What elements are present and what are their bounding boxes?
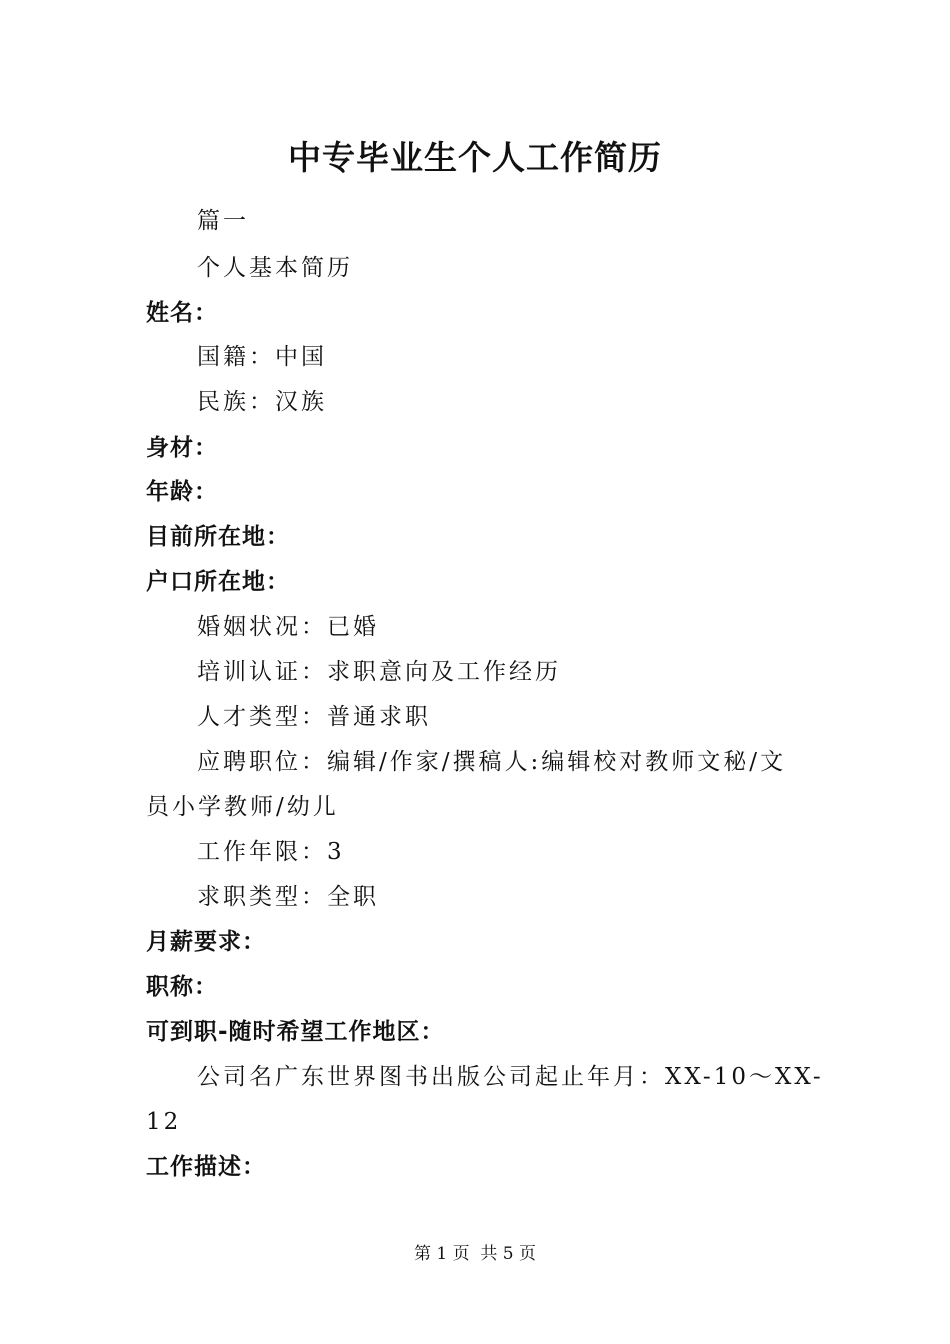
field-ethnicity: 民族：汉族: [197, 389, 327, 415]
page-number: 第 1 页 共 5 页: [413, 1244, 537, 1264]
field-job-type: 求职类型：全职: [197, 884, 379, 910]
field-position: 应聘职位：编辑/作家/撰稿人:编辑校对教师文秘/文: [197, 749, 786, 775]
field-nationality: 国籍：中国: [197, 344, 327, 370]
field-name: 姓名：: [146, 300, 218, 326]
field-talent-type: 人才类型：普通求职: [197, 704, 431, 730]
page-footer: [0, 1242, 950, 1266]
field-hukou-location: 户口所在地：: [146, 569, 290, 595]
field-current-location: 目前所在地：: [146, 524, 290, 550]
field-salary: 月薪要求：: [146, 929, 266, 955]
field-job-description: 工作描述：: [146, 1154, 266, 1180]
field-availability-region: 可到职-随时希望工作地区：: [146, 1019, 445, 1045]
field-title: 职称：: [146, 974, 218, 1000]
field-company-period-continued: 12: [146, 1109, 182, 1135]
field-certification: 培训认证：求职意向及工作经历: [197, 659, 561, 685]
field-position-continued: 员小学教师/幼儿: [146, 794, 339, 820]
field-figure: 身材：: [146, 435, 218, 461]
field-marital-status: 婚姻状况：已婚: [197, 614, 379, 640]
section-label: 篇一: [197, 208, 249, 234]
field-age: 年龄：: [146, 479, 218, 505]
document-title: 中专毕业生个人工作简历: [288, 138, 662, 177]
field-company-period: 公司名广东世界图书出版公司起止年月：XX-10～XX-: [197, 1064, 824, 1090]
subsection-heading: 个人基本简历: [197, 255, 353, 281]
field-work-years: 工作年限：3: [197, 839, 345, 865]
